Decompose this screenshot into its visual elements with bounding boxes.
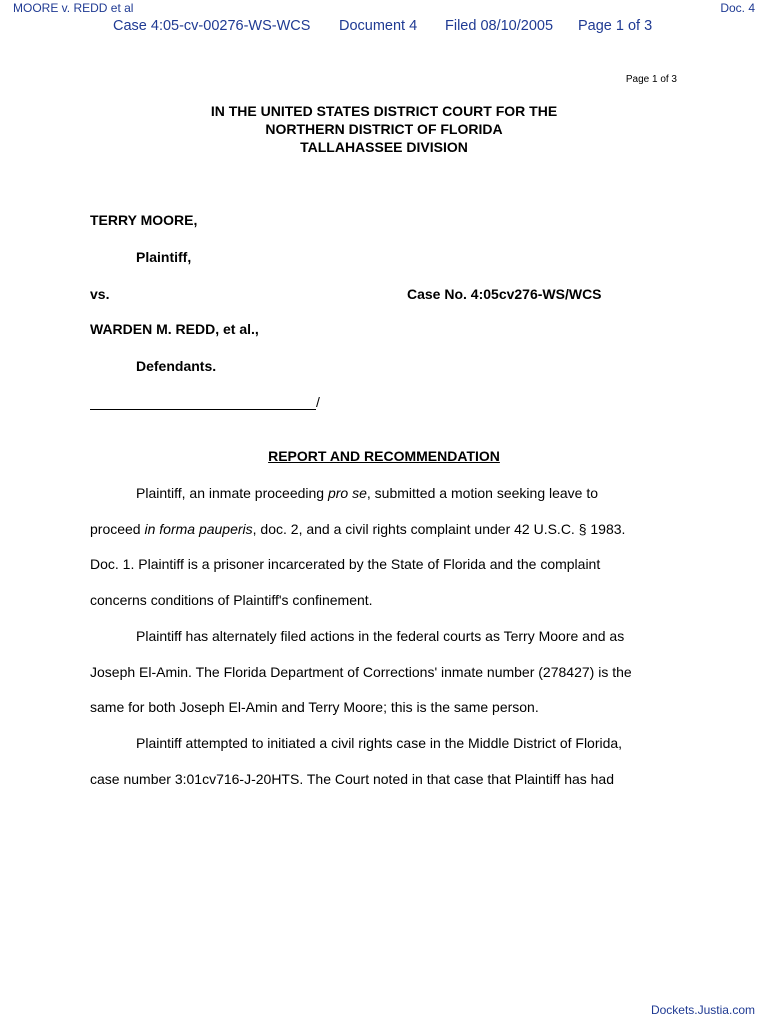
defendant-name: WARDEN M. REDD, et al., bbox=[90, 321, 259, 337]
body-line-1-italic: pro se bbox=[327, 485, 367, 501]
plaintiff-name: TERRY MOORE, bbox=[90, 212, 198, 228]
doc-number-link[interactable]: Doc. 4 bbox=[720, 1, 755, 15]
caption-signature-line bbox=[90, 394, 320, 410]
case-number-header: Case 4:05-cv-00276-WS-WCS bbox=[113, 18, 311, 34]
body-line-8: Plaintiff attempted to initiated a civil rights case in the Middle District of Florida, bbox=[136, 735, 623, 751]
body-line-3: Doc. 1. Plaintiff is a prisoner incarcerated by the State of Florida and the complaint bbox=[90, 556, 601, 572]
body-line-2-a: proceed bbox=[90, 521, 145, 537]
filed-date-header: Filed 08/10/2005 bbox=[445, 18, 554, 34]
caption-rule bbox=[90, 395, 316, 410]
document-title: REPORT AND RECOMMENDATION bbox=[268, 448, 500, 464]
versus: vs. bbox=[90, 286, 110, 302]
plaintiff-role: Plaintiff, bbox=[136, 249, 192, 265]
court-line-2: NORTHERN DISTRICT OF FLORIDA bbox=[265, 121, 503, 137]
case-number: Case No. 4:05cv276-WS/WCS bbox=[407, 286, 602, 302]
document-header: Document 4 bbox=[339, 18, 418, 34]
case-caption-link[interactable]: MOORE v. REDD et al bbox=[13, 1, 134, 15]
body-line-5: Plaintiff has alternately filed actions in the federal courts as Terry Moore and as bbox=[136, 628, 625, 644]
page-number: Page 1 of 3 bbox=[625, 74, 677, 85]
page-count-header: Page 1 of 3 bbox=[578, 18, 653, 34]
body-line-1-c: , submitted a motion seeking leave to bbox=[366, 485, 599, 501]
body-line-2-italic: in forma pauperis bbox=[144, 521, 253, 537]
court-heading bbox=[0, 102, 768, 156]
defendant-role: Defendants. bbox=[136, 358, 217, 374]
body-line-1 bbox=[136, 485, 598, 501]
justia-footer-link[interactable]: Dockets.Justia.com bbox=[650, 1003, 755, 1017]
court-line-3: TALLAHASSEE DIVISION bbox=[300, 139, 468, 155]
body-line-6: Joseph El-Amin. The Florida Department of Corrections' inmate number (278427) is the bbox=[90, 664, 632, 680]
caption-slash: / bbox=[316, 394, 320, 410]
body-line-2 bbox=[90, 521, 625, 537]
body-line-7: same for both Joseph El-Amin and Terry Moore; this is the same person. bbox=[90, 699, 539, 715]
body-line-4: concerns conditions of Plaintiff's confinement. bbox=[90, 592, 373, 608]
body-line-9: case number 3:01cv716-J-20HTS. The Court noted in that case that Plaintiff has had bbox=[90, 771, 615, 787]
body-line-1-a: Plaintiff, an inmate proceeding bbox=[136, 485, 328, 501]
body-line-2-c: , doc. 2, and a civil rights complaint under 42 U.S.C. § 1983. bbox=[252, 521, 626, 537]
court-line-1: IN THE UNITED STATES DISTRICT COURT FOR THE bbox=[210, 103, 558, 119]
